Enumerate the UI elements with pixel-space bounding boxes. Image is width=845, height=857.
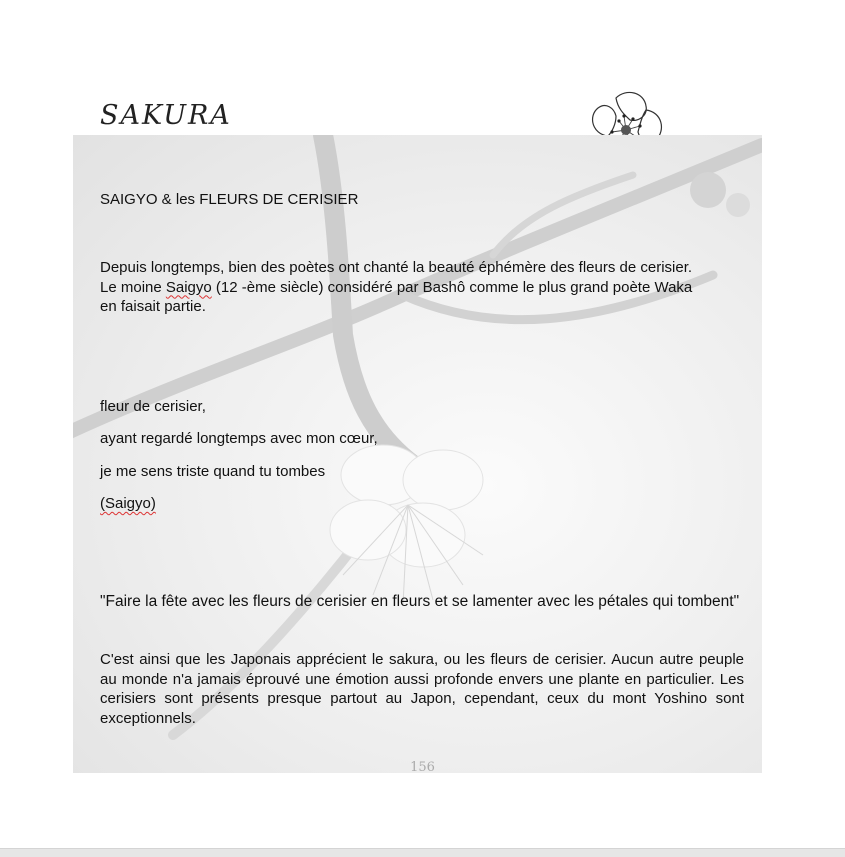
page-number: 156: [410, 760, 435, 775]
section-heading: SAIGYO & les FLEURS DE CERISIER: [100, 191, 359, 208]
poem-attribution: (Saigyo): [100, 495, 156, 512]
quote-text: "Faire la fête avec les fleurs de cerisier en fleurs et se lamenter avec les pétales qui tombent": [100, 593, 740, 610]
poem-line: fleur de cerisier,: [100, 398, 206, 415]
page-title: SAKURA: [100, 100, 232, 131]
intro-line: Le moine Saigyo (12 -ème siècle) considéré par Bashô comme le plus grand poète Waka: [100, 278, 693, 296]
poem-line: je me sens triste quand tu tombes: [100, 463, 326, 480]
spellcheck-word: Saigyo: [165, 278, 212, 296]
intro-paragraph: [100, 258, 744, 317]
body-paragraph: C'est ainsi que les Japonais apprécient le sakura, ou les fleurs de cerisier. Aucun autre peuple au monde n'a jamais éprouvé une émotion aussi profonde envers une plante en particulier. Les cerisiers sont présents presque partout au Japon, cependant, ceux du mont Yoshino sont exceptionnels.: [100, 651, 744, 727]
intro-line: en faisait partie.: [100, 298, 206, 315]
intro-line: Depuis longtemps, bien des poètes ont chanté la beauté éphémère des fleurs de cerisier.: [100, 259, 693, 276]
poem-line: ayant regardé longtemps avec mon cœur,: [100, 430, 378, 447]
